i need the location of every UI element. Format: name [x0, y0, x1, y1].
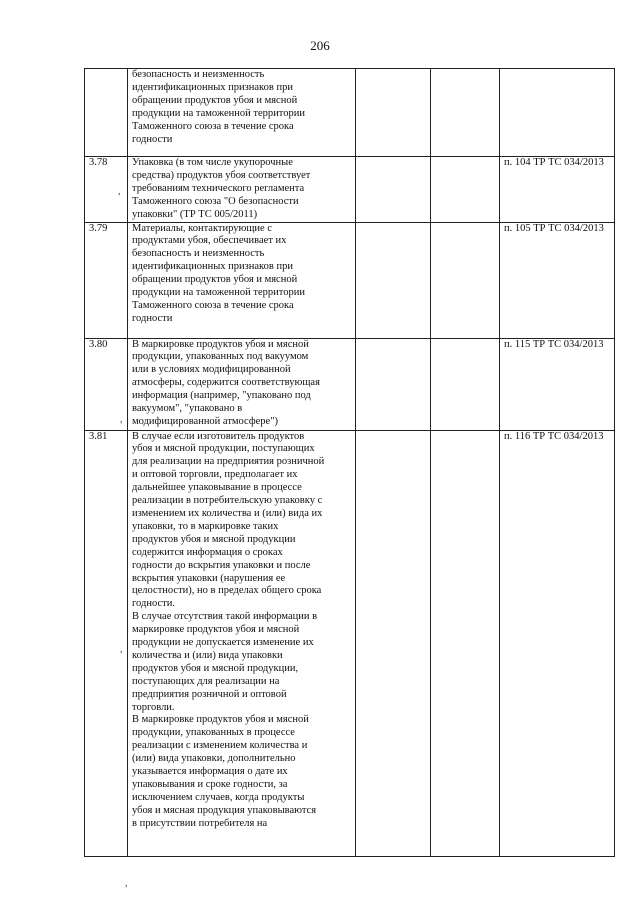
empty-cell [431, 157, 500, 223]
requirements-table [84, 68, 615, 857]
table-row [85, 69, 615, 157]
requirement-line: годности. [132, 598, 175, 610]
requirement-line: Упаковка (в том числе укупорочные [132, 157, 293, 168]
requirement-line: продуктов убоя и мясной продукции, [132, 662, 299, 674]
regulation-reference: п. 104 ТР ТС 034/2013 [500, 157, 615, 223]
table-row [85, 430, 615, 856]
requirement-line: реализации в потребительскую упаковку с [132, 495, 323, 507]
requirement-line: обращении продуктов убоя и мясной [132, 274, 298, 286]
requirement-text [128, 338, 356, 430]
empty-cell [356, 338, 431, 430]
requirement-line: указывается информация о дате их [132, 766, 288, 778]
requirement-line: продукции не допускается изменение их [132, 637, 314, 649]
requirement-text [128, 157, 356, 223]
item-number: 3.81 [85, 430, 128, 856]
regulation-reference [500, 69, 615, 157]
requirement-line: продукции на таможенной территории [132, 107, 305, 119]
requirement-line: информация (например, "упаковано под [132, 390, 311, 402]
regulation-reference: п. 105 ТР ТС 034/2013 [500, 222, 615, 338]
requirement-line: Таможенного союза "О безопасности [132, 195, 299, 207]
requirement-line: требованиям технического регламента [132, 182, 305, 194]
page-number: 206 [310, 38, 330, 53]
requirement-line: в присутствии потребителя на [132, 817, 268, 829]
empty-cell [431, 430, 500, 856]
requirement-line: убоя и мясной продукции, поступающих [132, 443, 315, 455]
requirement-text [128, 222, 356, 338]
requirement-line: продуктов убоя и мясной продукции [132, 533, 296, 545]
requirement-line: модифицированной атмосфере") [132, 415, 279, 427]
requirement-line: продукции на таможенной территории [132, 287, 305, 299]
requirement-line: вакуумом", "упаковано в [132, 403, 243, 415]
scan-mark: , [120, 644, 123, 655]
empty-cell [431, 338, 500, 430]
empty-cell [356, 222, 431, 338]
item-number: 3.80 [85, 338, 128, 430]
requirement-line: дальнейшее упаковывание в процессе [132, 482, 302, 494]
scan-mark: , [120, 414, 123, 425]
empty-cell [356, 69, 431, 157]
requirement-line: продукции, упакованных под вакуумом [132, 351, 309, 363]
requirement-line: продуктами убоя, обеспечивает их [132, 235, 287, 247]
requirement-line: поступающих для реализации на [132, 675, 280, 687]
requirement-line: содержится информация о сроках [132, 546, 283, 558]
table-row [85, 222, 615, 338]
requirement-line: вскрытия упаковки (нарушения ее [132, 572, 286, 584]
requirement-line: атмосферы, содержится соответствующая [132, 377, 320, 389]
requirement-line: В случае если изготовитель продуктов [132, 430, 305, 442]
requirement-line: (или) вида упаковки, дополнительно [132, 753, 296, 765]
requirement-line: и оптовой торговли, предполагает их [132, 469, 298, 481]
requirement-text [128, 69, 356, 157]
requirement-line: В маркировке продуктов убоя и мясной [132, 338, 309, 350]
empty-cell [356, 430, 431, 856]
scan-mark: , [125, 878, 128, 889]
requirement-line: торговли. [132, 701, 175, 713]
requirement-line: маркировке продуктов убоя и мясной [132, 624, 300, 636]
requirement-line: реализации с изменением количества и [132, 740, 308, 752]
requirement-line: идентификационных признаков при [132, 81, 293, 93]
requirement-line: безопасность и неизменность [132, 248, 265, 260]
requirement-line: исключением случаев, когда продукты [132, 791, 305, 803]
empty-cell [431, 222, 500, 338]
requirement-line: Материалы, контактирующие с [132, 222, 272, 234]
item-number: 3.78 [85, 157, 128, 223]
requirement-line: предприятия розничной и оптовой [132, 688, 287, 700]
requirement-line: упаковки, то в маркировке таких [132, 520, 279, 532]
requirement-line: количества и (или) вида упаковки [132, 649, 283, 661]
requirement-line: упаковки" (ТР ТС 005/2011) [132, 208, 258, 220]
table-row [85, 338, 615, 430]
requirement-line: идентификационных признаков при [132, 261, 293, 273]
regulation-reference: п. 116 ТР ТС 034/2013 [500, 430, 615, 856]
requirement-line: В маркировке продуктов убоя и мясной [132, 714, 309, 726]
item-number [85, 69, 128, 157]
requirement-line: целостности), но в пределах общего срока [132, 585, 322, 597]
requirement-line: убоя и мясная продукция упаковываются [132, 804, 317, 816]
requirement-line: изменением их количества и (или) вида их [132, 507, 323, 519]
requirement-line: обращении продуктов убоя и мясной [132, 94, 298, 106]
requirement-line: упаковывания и сроке годности, за [132, 779, 288, 790]
table-row [85, 157, 615, 223]
requirement-line: В случае отсутствия такой информации в [132, 611, 318, 623]
item-number: 3.79 [85, 222, 128, 338]
requirement-line: годности до вскрытия упаковки и после [132, 559, 311, 571]
requirement-line: Таможенного союза в течение срока [132, 299, 294, 311]
requirement-line: для реализации на предприятия розничной [132, 456, 325, 468]
requirement-line: средства) продуктов убоя соответствует [132, 169, 311, 181]
requirement-line: безопасность и неизменность [132, 69, 265, 80]
requirement-line: Таможенного союза в течение срока [132, 120, 294, 132]
scan-mark: , [118, 186, 121, 197]
regulation-reference: п. 115 ТР ТС 034/2013 [500, 338, 615, 430]
requirement-line: годности [132, 133, 173, 145]
empty-cell [356, 157, 431, 223]
requirement-text [128, 430, 356, 856]
requirement-line: годности [132, 312, 173, 324]
requirement-line: продукции, упакованных в процессе [132, 727, 295, 739]
requirement-line: или в условиях модифицированной [132, 364, 291, 376]
empty-cell [431, 69, 500, 157]
